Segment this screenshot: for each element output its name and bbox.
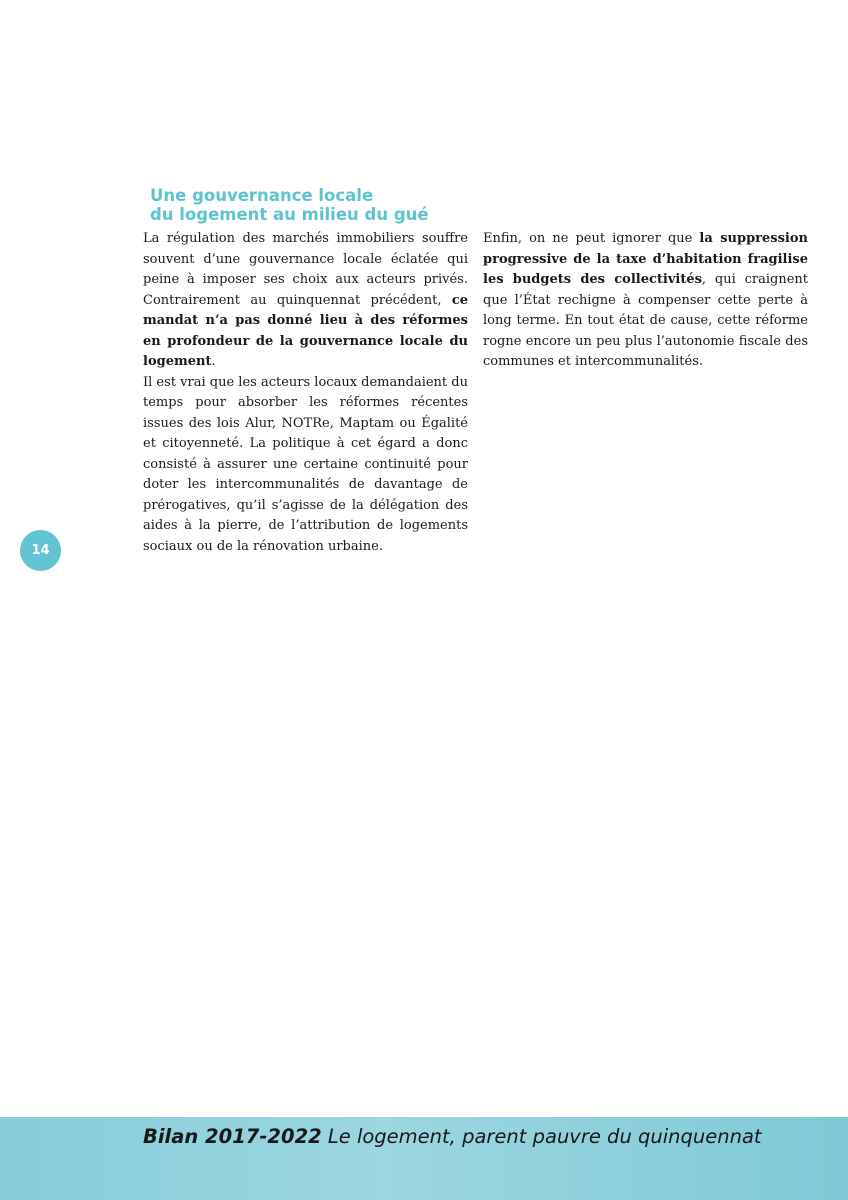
section-heading-line-2: du logement au milieu du gué <box>150 205 429 224</box>
paragraph-3-bold: la suppression progressive de la taxe d’habitation fragilise les budgets des collectivités <box>483 231 808 287</box>
section-heading-line-1: Une gouvernance locale <box>150 186 374 205</box>
page-number-badge <box>20 530 61 571</box>
page-number: 14 <box>31 543 50 558</box>
paragraph-3-end: , qui craignent que l’État rechigne à compenser cette perte à long terme. En tout état de cause, cette réforme rogne encore un peu plus l’autonomie fiscale des communes et intercommunalités. <box>483 272 808 369</box>
paragraph-1-end: . <box>211 354 216 369</box>
left-column <box>143 229 468 557</box>
paragraph-1-bold: ce mandat n’a pas donné lieu à des réformes en profondeur de la gouvernance locale du logement <box>143 292 468 369</box>
paragraph-3-start: Enfin, on ne peut ignorer que <box>483 231 700 246</box>
paragraph-3 <box>483 229 808 373</box>
paragraph-2: Il est vrai que les acteurs locaux demandaient du temps pour absorber les réformes récentes issues des lois Alur, NOTRe, Maptam ou Égalité et citoyenneté. La politique à cet égard a donc consisté à assurer une certaine continuité pour doter les intercommunalités de davantage de prérogatives, qu’il s’agisse de la délégation des aides à la pierre, de l’attribution de logements sociaux ou de la rénovation urbaine. <box>143 374 468 554</box>
paragraph-1 <box>143 229 468 373</box>
footer-title <box>143 1125 833 1148</box>
paragraph-1-text: La régulation des marchés immobiliers souffre souvent d’une gouvernance locale éclatée qui peine à imposer ses choix aux acteurs privés. Contrairement au quinquennat précédent, <box>143 231 468 308</box>
right-column <box>483 229 808 373</box>
footer-title-bold: Bilan 2017-2022 <box>143 1125 322 1148</box>
section-heading <box>150 186 470 224</box>
footer-title-rest: Le logement, parent pauvre du quinquennat <box>321 1125 762 1148</box>
